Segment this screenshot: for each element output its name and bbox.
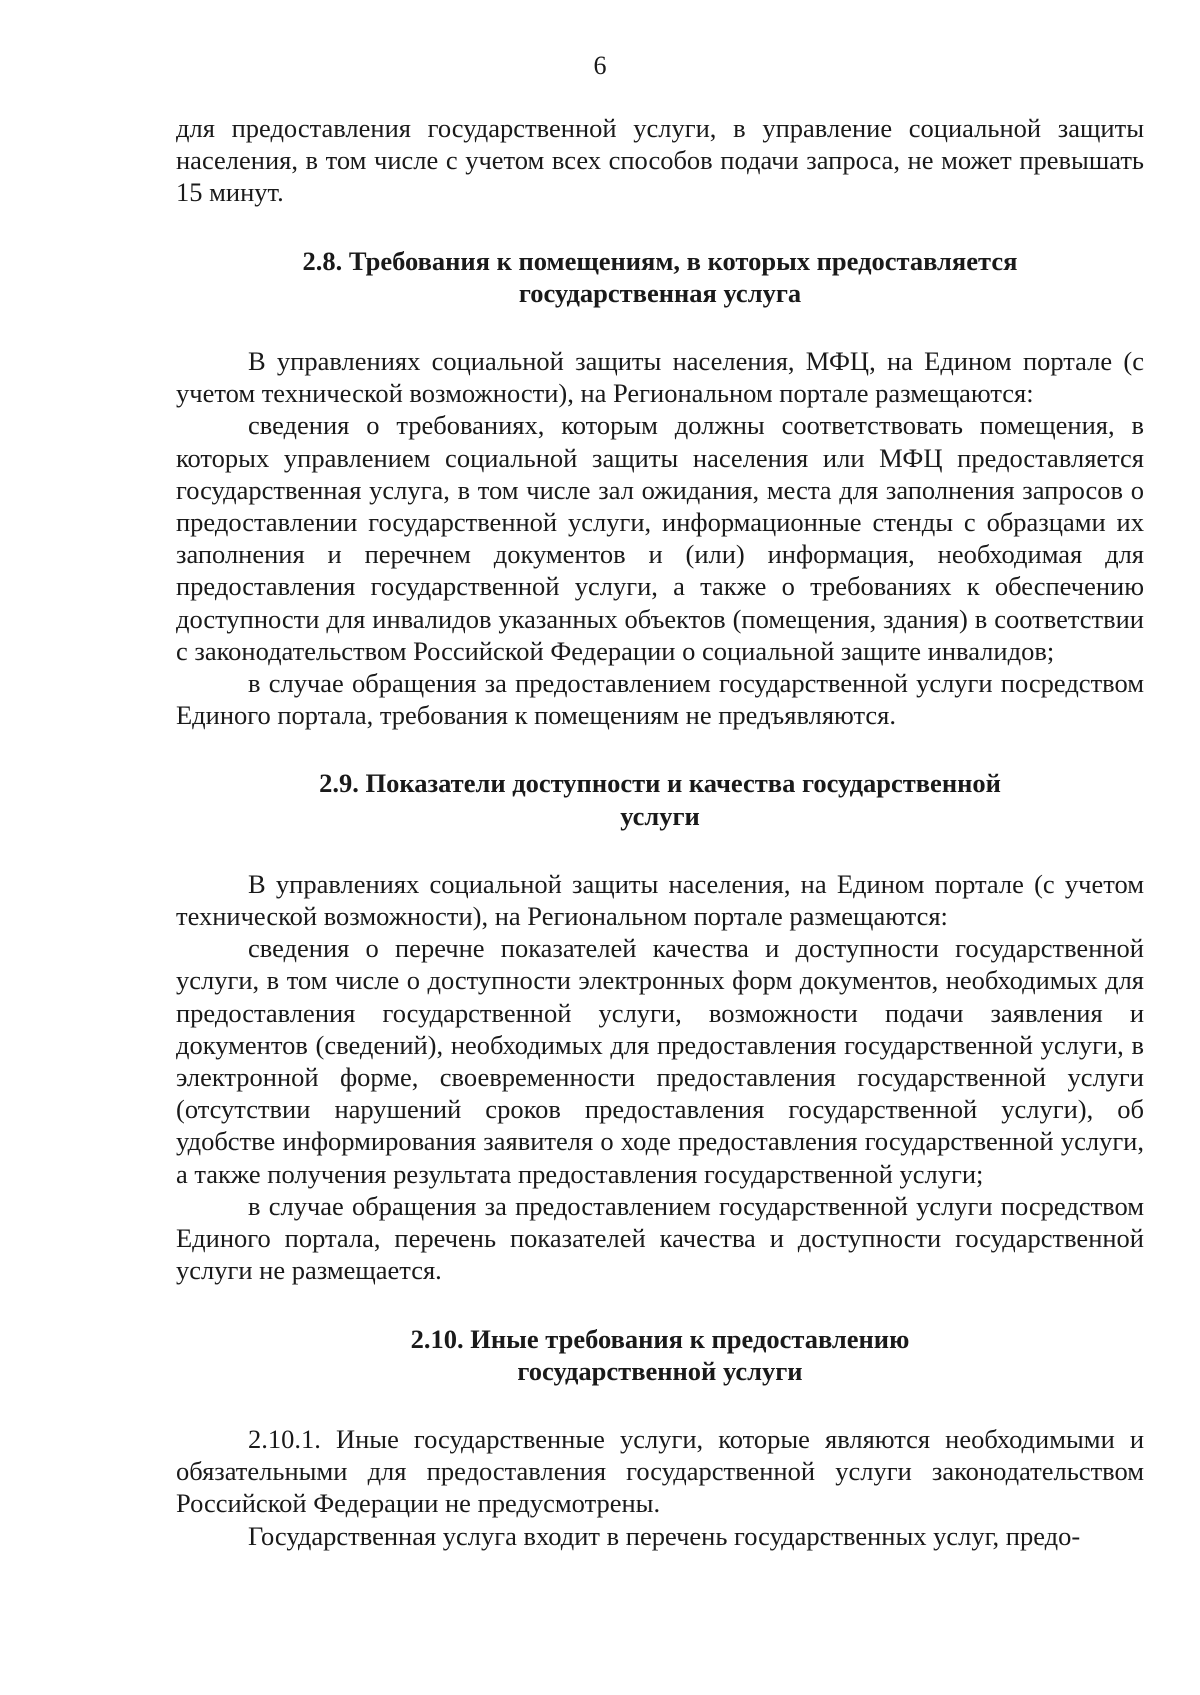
paragraph-continuation: для предоставления государственной услуги, в управление социальной защиты населения, в том числе с учетом всех способов подачи запроса, не может превышать 15 минут. [176, 113, 1144, 208]
paragraph: в случае обращения за предоставлением государственной услуги посредством Единого портала, перечень показателей качества и доступности государственной услуги не размещается. [176, 1190, 1144, 1286]
paragraph: сведения о требованиях, которым должны соответствовать помещения, в которых управлением социальной защиты населения или МФЦ предоставляется государственная услуга, в том числе зал ожидания, места для заполнения запросов о предоставлении государственной услуги, информационные стенды с образцами их заполнения и перечнем документов и (или) информация, необходимая для предоставления государственной услуги, а также о требованиях к обеспечению доступности для инвалидов указанных объектов (помещения, здания) в соответствии с законодательством Российской Федерации о социальной защите инвалидов; [176, 410, 1144, 666]
paragraph: сведения о перечне показателей качества и доступности государственной услуги, в том числе о доступности электронных форм документов, необходимых для предоставления государственной услуги, возможности подачи заявления и документов (сведений), необходимых для предоставления государственной услуги, в электронной форме, своевременности предоставления государственной услуги (отсутствии нарушений сроков предоставления государственной услуги), об удобстве информирования заявителя о ходе предоставления государственной услуги, а также получения результата предоставления государственной услуги; [176, 933, 1144, 1189]
page-number: 6 [593, 51, 607, 80]
section-heading-2-10 [176, 1323, 1144, 1387]
paragraph: В управлениях социальной защиты населения, МФЦ, на Едином портале (с учетом технической возможности), на Региональном портале размещаются: [176, 346, 1144, 409]
heading-line: 2.8. Требования к помещениям, в которых предоставляется [302, 245, 1018, 276]
paragraph: Государственная услуга входит в перечень государственных услуг, предо- [248, 1520, 1081, 1551]
heading-line: государственная услуга [518, 277, 802, 308]
section-heading-2-8 [176, 245, 1144, 309]
heading-line: государственной услуги [517, 1355, 803, 1386]
paragraph: 2.10.1. Иные государственные услуги, которые являются необходимыми и обязательными для предоставления государственной услуги законодательством Российской Федерации не предусмотрены. [176, 1423, 1144, 1519]
document-body [176, 112, 1144, 1552]
heading-line: 2.9. Показатели доступности и качества государственной [319, 768, 1001, 799]
heading-line: услуги [620, 800, 700, 831]
paragraph: В управлениях социальной защиты населения, на Едином портале (с учетом технической возможности), на Региональном портале размещаются: [176, 868, 1144, 932]
section-heading-2-9 [176, 767, 1144, 831]
paragraph: в случае обращения за предоставлением государственной услуги посредством Единого портала, требования к помещениям не предъявляются. [176, 668, 1144, 731]
heading-line: 2.10. Иные требования к предоставлению [410, 1323, 910, 1354]
